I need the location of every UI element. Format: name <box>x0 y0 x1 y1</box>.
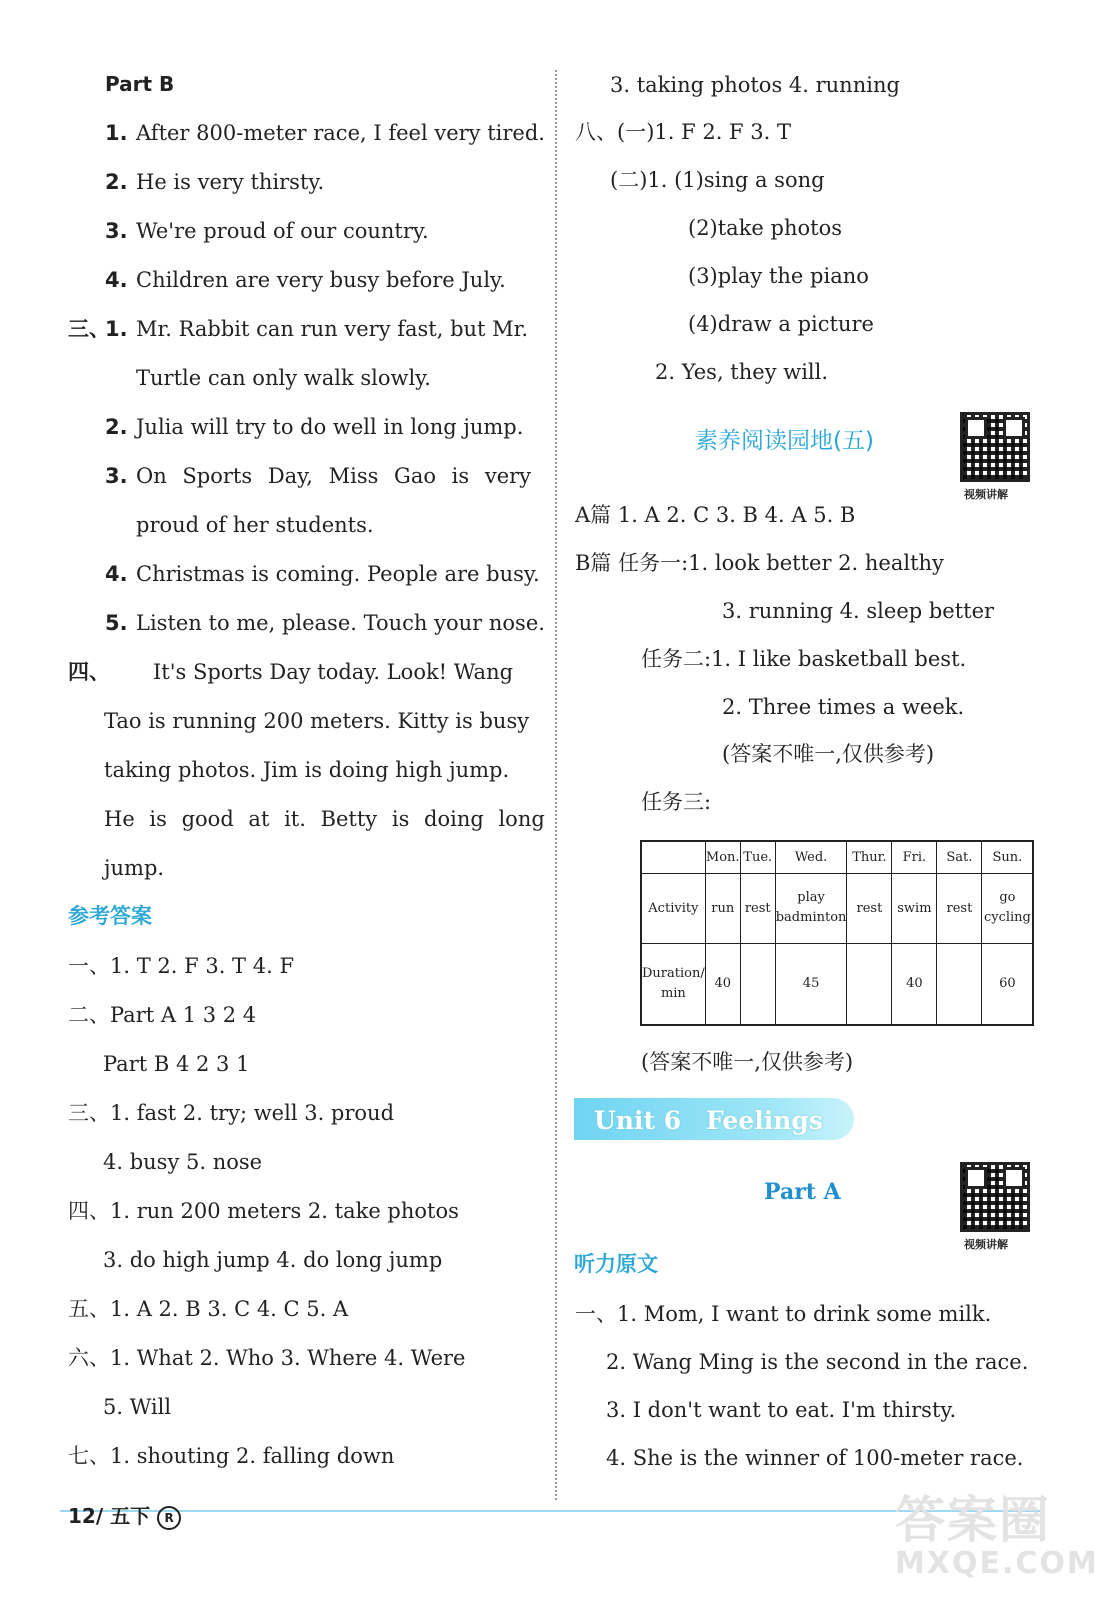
answer-line: 3. running 4. sleep better <box>722 599 995 623</box>
list-number: 3. <box>105 219 128 243</box>
table-header: Sun. <box>982 841 1034 873</box>
answer-line: 任务三: <box>641 790 712 814</box>
answers-heading: 参考答案 <box>68 904 152 928</box>
table-cell <box>740 943 775 1025</box>
answer-line: 4. She is the winner of 100-meter race. <box>606 1446 1024 1470</box>
unit-title: Unit 6 <box>594 1106 682 1135</box>
paragraph-line: taking photos. Jim is doing high jump. <box>104 758 510 782</box>
answer-line: (2)take photos <box>688 216 843 240</box>
page-label: 12/ 五下 <box>68 1504 151 1528</box>
answer-line: 3. taking photos 4. running <box>610 73 900 97</box>
answer-line: A篇 1. A 2. C 3. B 4. A 5. B <box>575 503 856 527</box>
table-cell: rest <box>740 873 775 943</box>
footer-rule <box>60 1510 1040 1512</box>
answer-line: 二、Part A 1 3 2 4 <box>68 1003 257 1027</box>
list-number: 2. <box>105 170 128 194</box>
list-item: Children are very busy before July. <box>136 268 506 292</box>
list-item: proud of her students. <box>136 513 374 537</box>
answer-line: 任务二:1. I like basketball best. <box>641 647 967 671</box>
qr-caption: 视频讲解 <box>964 1238 1008 1251</box>
table-cell <box>847 943 892 1025</box>
table-cell <box>937 943 982 1025</box>
reading-heading: 素养阅读园地(五) <box>695 428 874 454</box>
list-item: He is very thirsty. <box>136 170 325 194</box>
answer-line: (4)draw a picture <box>688 312 874 336</box>
watermark <box>895 1480 1099 1581</box>
list-item: After 800-meter race, I feel very tired. <box>136 121 545 145</box>
answer-line: 七、1. shouting 2. falling down <box>68 1444 395 1468</box>
list-item: Listen to me, please. Touch your nose. <box>136 611 545 635</box>
table-header: Wed. <box>775 841 847 873</box>
table-cell: 60 <box>982 943 1034 1025</box>
answer-line: 六、1. What 2. Who 3. Where 4. Were <box>68 1346 466 1370</box>
unit-name: Feelings <box>706 1106 823 1135</box>
watermark-url: MXQE.COM <box>895 1546 1099 1581</box>
table-header: Fri. <box>892 841 937 873</box>
answer-line: Part B 4 2 3 1 <box>103 1052 250 1076</box>
paragraph-line: Tao is running 200 meters. Kitty is busy <box>104 709 530 733</box>
watermark-logo: 答案圈 <box>895 1491 1051 1549</box>
list-number: 2. <box>105 415 128 439</box>
list-item: Christmas is coming. People are busy. <box>136 562 540 586</box>
table-header: Tue. <box>740 841 775 873</box>
table-header: Sat. <box>937 841 982 873</box>
list-number: 4. <box>105 562 128 586</box>
paragraph-line: jump. <box>104 856 165 880</box>
table-cell: 40 <box>705 943 740 1025</box>
list-number: 3. <box>105 464 128 488</box>
section-label: 三、 <box>68 317 110 341</box>
page-number <box>68 1500 181 1530</box>
list-item: Julia will try to do well in long jump. <box>136 415 524 439</box>
table-cell: 45 <box>775 943 847 1025</box>
answer-line: 2. Wang Ming is the second in the race. <box>606 1350 1029 1374</box>
answer-line: 一、1. Mom, I want to drink some milk. <box>575 1302 992 1326</box>
list-number: 1. <box>105 121 128 145</box>
answer-line: (二)1. (1)sing a song <box>610 168 825 192</box>
unit-banner <box>574 1098 854 1140</box>
table-header: Thur. <box>847 841 892 873</box>
list-item: We're proud of our country. <box>136 219 429 243</box>
answer-line: 4. busy 5. nose <box>103 1150 263 1174</box>
answer-line: 五、1. A 2. B 3. C 4. C 5. A <box>68 1297 349 1321</box>
table-row-label: Duration/ min <box>641 943 705 1025</box>
answer-line: 3. I don't want to eat. I'm thirsty. <box>606 1398 957 1422</box>
qr-caption: 视频讲解 <box>964 488 1008 501</box>
part-a-heading: Part A <box>764 1179 841 1205</box>
listening-heading: 听力原文 <box>574 1252 658 1276</box>
answer-line: 八、(一)1. F 2. F 3. T <box>575 120 792 144</box>
list-number: 5. <box>105 611 128 635</box>
qr-code-icon[interactable] <box>960 412 1030 482</box>
paragraph-line: It's Sports Day today. Look! Wang <box>153 660 514 684</box>
answer-line: 3. do high jump 4. do long jump <box>103 1248 443 1272</box>
answer-line: 四、1. run 200 meters 2. take photos <box>68 1199 459 1223</box>
paragraph-line: He is good at it. Betty is doing long <box>104 807 545 831</box>
list-item: On Sports Day, Miss Gao is very <box>136 464 532 488</box>
list-number: 4. <box>105 268 128 292</box>
table-cell: go cycling <box>982 873 1034 943</box>
part-b-heading: Part B <box>105 72 175 96</box>
answer-line: (3)play the piano <box>688 264 869 288</box>
answer-line: 5. Will <box>103 1395 172 1419</box>
answer-line: 2. Yes, they will. <box>655 360 829 384</box>
note-line: (答案不唯一,仅供参考) <box>641 1050 854 1074</box>
table-cell: 40 <box>892 943 937 1025</box>
list-item: Mr. Rabbit can run very fast, but Mr. <box>136 317 529 341</box>
table-cell: rest <box>937 873 982 943</box>
table-cell: swim <box>892 873 937 943</box>
edition-badge-icon: R <box>157 1506 181 1530</box>
answer-line: 2. Three times a week. <box>722 695 965 719</box>
list-number: 1. <box>105 317 128 341</box>
table-row-label: Activity <box>641 873 705 943</box>
qr-code-icon[interactable] <box>960 1162 1030 1232</box>
table-cell: rest <box>847 873 892 943</box>
column-divider <box>555 70 557 1500</box>
answer-line: 三、1. fast 2. try; well 3. proud <box>68 1101 395 1125</box>
section-label: 四、 <box>68 660 110 684</box>
table-header <box>641 841 705 873</box>
answer-line: B篇 任务一:1. look better 2. healthy <box>575 551 944 575</box>
table-cell: run <box>705 873 740 943</box>
table-header: Mon. <box>705 841 740 873</box>
list-item: Turtle can only walk slowly. <box>136 366 431 390</box>
table-cell: play badminton <box>775 873 847 943</box>
note-line: (答案不唯一,仅供参考) <box>722 742 935 766</box>
answer-line: 一、1. T 2. F 3. T 4. F <box>68 954 295 978</box>
schedule-table <box>640 840 1034 1026</box>
